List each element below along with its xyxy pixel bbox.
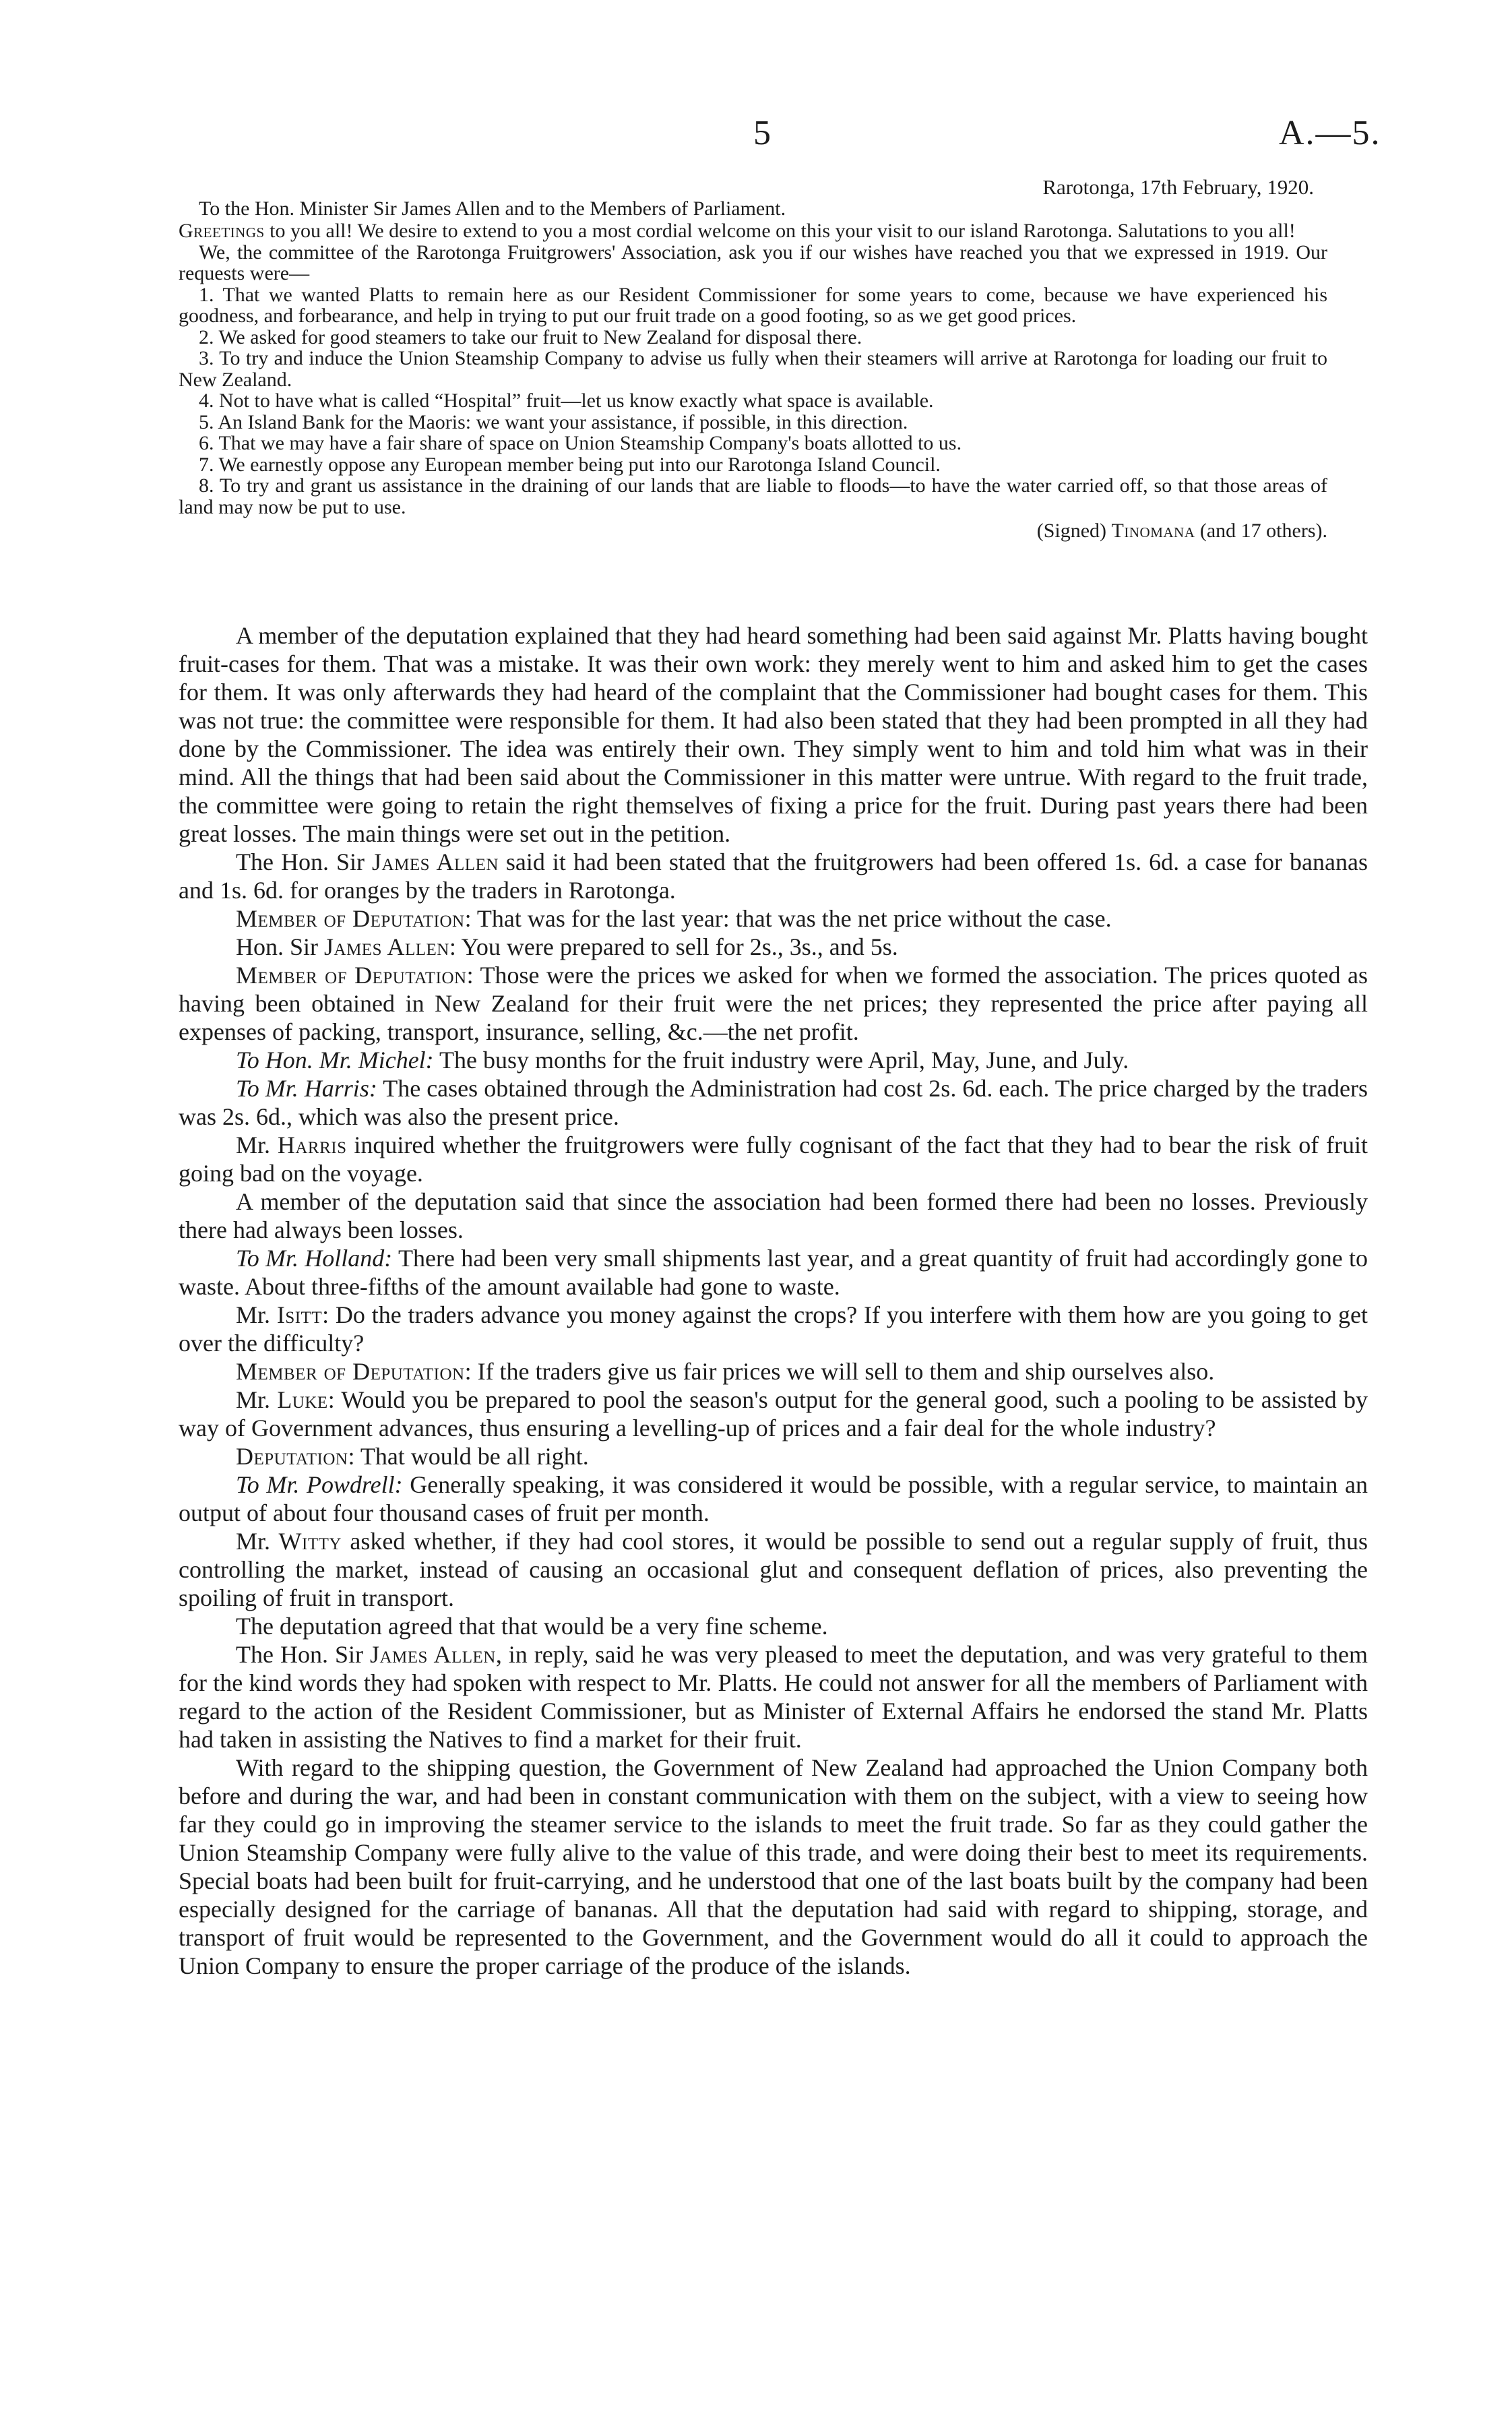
speech-text: : That would be all right.	[348, 1443, 589, 1470]
speaker-name: Witty	[278, 1528, 342, 1555]
petition-request: 4. Not to have what is called “Hospital” fruit—let us know exactly what space is available.	[199, 390, 934, 412]
addressee: To Mr. Holland:	[236, 1245, 393, 1272]
speech-text: The busy months for the fruit industry were April, May, June, and July.	[439, 1047, 1129, 1074]
transcript-paragraph: The deputation agreed that that would be a very fine scheme.	[236, 1613, 828, 1640]
addressee: To Mr. Powdrell:	[236, 1471, 403, 1498]
speaker-name: Deputation	[236, 1443, 348, 1470]
petition-request: 7. We earnestly oppose any European member being put into our Rarotonga Island Council.	[199, 453, 941, 476]
speaker-prefix: Hon. Sir	[236, 933, 319, 960]
transcript-paragraph: A member of the deputation explained that they had heard something had been said against Mr. Platts having bought fruit-cases for them. That was a mistake. It was their own work: they merely went to him and asked him to get the cases for them. It was only afterwards they had heard of the complaint that the Commissioner had bought cases for them. This was not true: the committee were responsible for them. It had also been stated that they had been prompted in all they had done by the Commissioner. The idea was entirely their own. They simply went to him and told him what was in their mind. All the things that had been said about the Commissioner in this matter were untrue. With regard to the fruit trade, the committee were going to retain the right themselves of fixing a price for the fruit. During past years there had been great losses. The main things were set out in the petition.	[179, 622, 1368, 847]
transcript-paragraph	[179, 1527, 1368, 1612]
transcript-paragraph	[179, 1470, 1368, 1527]
speech-text: said it had been stated that the fruitgrowers had been offered 1s. 6d. a case for bananas and 1s. 6d. for oranges by the traders in Rarotonga.	[179, 848, 1368, 904]
speaker-name: James Allen	[372, 848, 499, 875]
page-number: 5	[753, 114, 771, 152]
speaker-name: Member of Deputation	[236, 905, 465, 932]
speech-text: The cases obtained through the Administration had cost 2s. 6d. each. The price charged by the traders was 2s. 6d., which was also the present price.	[179, 1075, 1368, 1130]
transcript-paragraph	[179, 933, 1368, 961]
petition-dateline: Rarotonga, 17th February, 1920.	[1042, 175, 1314, 199]
petition-request: 1. That we wanted Platts to remain here as our Resident Commissioner for some years to come, because we have experienced his goodness, and forbearance, and help in trying to put our fruit trade on a good footing, so as we get good prices.	[179, 283, 1327, 327]
speaker-prefix: Mr.	[236, 1528, 271, 1555]
petition-intro: We, the committee of the Rarotonga Fruitgrowers' Association, ask you if our wishes have reached you that we expressed in 1919. Our requests were—	[179, 241, 1327, 284]
speaker-prefix: Mr.	[236, 1301, 271, 1328]
petition-letter	[179, 177, 1327, 542]
speaker-prefix: Mr.	[236, 1386, 271, 1413]
speaker-prefix: Mr.	[236, 1131, 271, 1158]
transcript-paragraph	[179, 961, 1368, 1046]
speaker-name: Member of Deputation	[236, 1358, 465, 1385]
transcript-paragraph: With regard to the shipping question, the Government of New Zealand had approached the Union Company both before and during the war, and had been in constant communication with them on the subject, with a view to seeing how far they could go in improving the steamer service to the islands to meet the fruit trade. So far as they could gather the Union Steamship Company were fully alive to the value of this trade, and were doing their best to meet its requirements. Special boats had been built for fruit-carrying, and he understood that one of the last boats built by the company had been especially designed for the carriage of bananas. All that the deputation had said with regard to shipping, storage, and transport of fruit would be represented to the Government, and the Government would do all it could to approach the Union Company to ensure the proper carriage of the produce of the islands.	[179, 1754, 1368, 1979]
transcript-paragraph	[179, 1386, 1368, 1442]
petition-request: 5. An Island Bank for the Maoris: we want your assistance, if possible, in this direction.	[199, 410, 908, 433]
deputation-transcript	[179, 621, 1368, 1980]
transcript-paragraph: A member of the deputation said that since the association had been formed there had been no losses. Previously there had always been losses.	[179, 1188, 1368, 1243]
speaker-name: James Allen	[324, 933, 449, 960]
greetings-lead: Greetings	[179, 220, 265, 242]
speaker-name: Isitt	[276, 1301, 323, 1328]
speech-text: : Those were the prices we asked for when we formed the association. The prices quoted as having been obtained in New Zealand for their fruit were the net prices; they represented the price after paying all expenses of packing, transport, insurance, selling, &c.—the net profit.	[179, 962, 1368, 1045]
speech-text: Generally speaking, it was considered it would be possible, with a regular service, to maintain an output of about four thousand cases of fruit per month.	[179, 1471, 1368, 1526]
petition-request: 2. We asked for good steamers to take our fruit to New Zealand for disposal there.	[199, 325, 862, 348]
speaker-name: Harris	[277, 1131, 347, 1158]
petition-request: 3. To try and induce the Union Steamship Company to advise us fully when their steamers will arrive at Rarotonga for loading our fruit to New Zealand.	[179, 347, 1327, 391]
transcript-paragraph	[179, 1244, 1368, 1301]
speech-text: : Do the traders advance you money against the crops? If you interfere with them how are you going to get over the difficulty?	[179, 1301, 1368, 1357]
petition-request: 8. To try and grant us assistance in the draining of our lands that are liable to floods—to have the water carried off, so that those areas of land may now be put to use.	[179, 474, 1327, 518]
transcript-paragraph	[179, 904, 1368, 933]
speech-text: : You were prepared to sell for 2s., 3s., and 5s.	[449, 933, 898, 960]
transcript-paragraph	[179, 1046, 1368, 1074]
addressee: To Mr. Harris:	[236, 1075, 377, 1102]
petition-greetings	[179, 220, 1327, 242]
series-identifier: A.—5.	[1279, 114, 1381, 152]
greetings-text: to you all! We desire to extend to you a most cordial welcome on this your visit to our island Rarotonga. Salutations to you all!	[270, 220, 1296, 242]
petition-signature	[179, 520, 1327, 542]
speaker-prefix: The Hon. Sir	[236, 1641, 363, 1668]
transcript-paragraph	[179, 1640, 1368, 1754]
speech-text: : If the traders give us fair prices we will sell to them and ship ourselves also.	[464, 1358, 1215, 1385]
speech-text: , in reply, said he was very pleased to meet the deputation, and was very grateful to them for the kind words they had spoken with respect to Mr. Platts. He could not answer for all the members of Parliament with regard to the action of the Resident Commissioner, but as Minister of External Affairs he endorsed the stand Mr. Platts had taken in assisting the Natives to find a market for their fruit.	[179, 1641, 1368, 1753]
speaker-name: Luke	[277, 1386, 328, 1413]
transcript-paragraph	[179, 1074, 1368, 1131]
transcript-paragraph	[179, 1131, 1368, 1187]
signed-label: (Signed)	[1036, 520, 1107, 542]
speech-text: There had been very small shipments last year, and a great quantity of fruit had accordingly gone to waste. About three-fifths of the amount available had gone to waste.	[179, 1245, 1368, 1300]
signatory-name: Tinomana	[1111, 520, 1195, 542]
speaker-prefix: The Hon. Sir	[236, 848, 365, 875]
speaker-name: James Allen	[369, 1641, 496, 1668]
speech-text: : Would you be prepared to pool the season's output for the general good, such a pooling to be assisted by way of Government advances, thus ensuring a levelling-up of prices and a fair deal for the whole industry?	[179, 1386, 1368, 1441]
speech-text: asked whether, if they had cool stores, it would be possible to send out a regular supply of fruit, thus controlling the market, instead of causing an occasional glut and consequent deflation of prices, also preventing the spoiling of fruit in transport.	[179, 1528, 1368, 1611]
transcript-paragraph	[179, 1357, 1368, 1386]
speech-text: inquired whether the fruitgrowers were fully cognisant of the fact that they had to bear the risk of fruit going bad on the voyage.	[179, 1131, 1368, 1187]
signatory-count: (and 17 others).	[1199, 520, 1327, 542]
petition-request: 6. That we may have a fair share of space on Union Steamship Company's boats allotted to us.	[199, 432, 962, 454]
transcript-paragraph	[179, 1301, 1368, 1357]
transcript-paragraph	[179, 848, 1368, 904]
speaker-name: Member of Deputation	[236, 962, 467, 989]
petition-address: To the Hon. Minister Sir James Allen and to the Members of Parliament.	[199, 197, 786, 220]
addressee: To Hon. Mr. Michel:	[236, 1047, 434, 1074]
speech-text: : That was for the last year: that was the net price without the case.	[464, 905, 1112, 932]
transcript-paragraph	[179, 1442, 1368, 1470]
